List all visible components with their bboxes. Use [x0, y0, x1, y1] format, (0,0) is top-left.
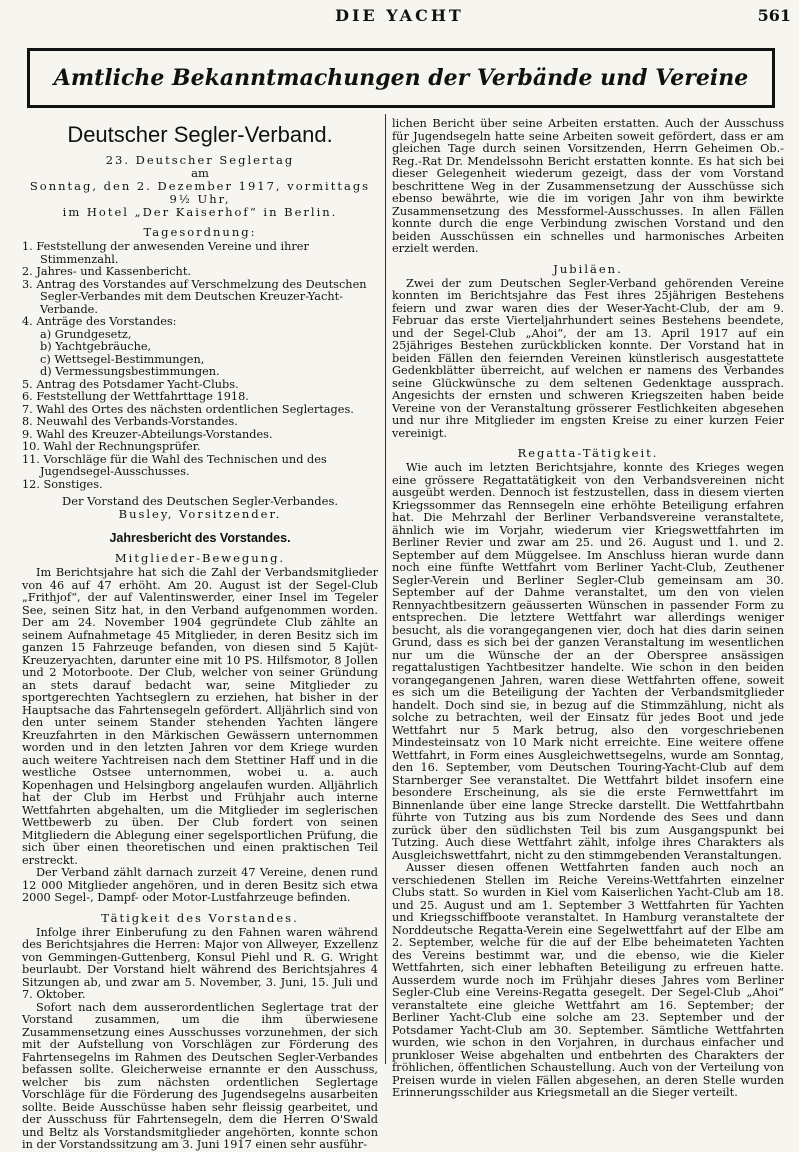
jubilee-heading: Jubiläen. [553, 261, 623, 276]
members-paragraph: Der Verband zählt darnach zurzeit 47 Vereine, denen rund 12 000 Mitglieder angehören, und in deren Besitz sich etwa 2000 Segel-, Dampf- oder Motor-Lustfahrzeuge befinden. [22, 866, 378, 904]
continued-paragraph: lichen Bericht über seine Arbeiten erstatten. Auch der Ausschuss für Jugendsegeln hatte seine Arbeiten soweit gefördert, dass er am gleichen Tage durch seinen Vorsitzenden, Herrn Geheimen Ob.-Reg.-Rat Dr. Mendelssohn Bericht erstatten konnte. Es hat sich bei dieser Gelegenheit wiederum gezeigt, dass der vom Vorstand beschrittene Weg in der Zusammensetzung der Ausschüsse sich ebenso bewährte, wie die im vorigen Jahr von ihm bewirkte Zusammensetzung des Messformel-Ausschusses. In allen Fällen konnte durch die enge Verbindung zwischen Vorstand und den beiden Ausschüssen ein schnelles und harmonisches Arbeiten erzielt werden. [392, 117, 784, 255]
event-am: am [191, 166, 209, 180]
agenda-heading: Tagesordnung: [143, 225, 257, 239]
banner-text: Amtliche Bekanntmachungen der Verbände und Vereine [53, 65, 749, 91]
activity-heading: Tätigkeit des Vorstandes. [101, 910, 299, 925]
agenda-item: 9. Wahl des Kreuzer-Abteilungs-Vorstandes. [22, 427, 273, 441]
agenda-item: 12. Sonstiges. [22, 477, 103, 491]
agenda-subitem: c) Wettsegel-Bestimmungen, [40, 352, 205, 366]
members-paragraph: Im Berichtsjahre hat sich die Zahl der Verbandsmitglieder von 46 auf 47 erhöht. Am 20. August ist der Segel-Club „Frithjof“, der auf Valentinswerder, einer Insel im Tegeler See, seinen Sitz hat, in den Verband aufgenommen worden. Der am 24. November 1904 gegründete Club zählte an seinem Aufnahmetage 45 Mitglieder, in deren Besitz sich im ganzen 15 Fahrzeuge befanden, von diesen sind 5 Kajüt-Kreuzeryachten, darunter eine mit 10 PS. Hilfsmotor, 8 Jollen und 2 Motorboote. Der Club, welcher von seiner Gründung an stets darauf bedacht war, seine Mitglieder zu sportgerechten Yachtseglern zu erziehen, hat bisher in der Hauptsache das Fahrtensegeln gefördert. Alljährlich sind von den unter seinem Stander stehenden Yachten längere Kreuzfahrten in den Märkischen Gewässern unternommen worden und in den letzten Jahren vor dem Kriege wurden auch weitere Yachtreisen nach dem Stettiner Haff und in die westliche Ostsee unternommen, wobei u. a. auch Kopenhagen und Helsingborg angelaufen wurden. Alljährlich hat der Club im Herbst und Frühjahr auch interne Wettfahrten abgehalten, um die Mitglieder im seglerischen Wettbewerb zu üben. Der Club fordert von seinen Mitgliedern die Ablegung einer segelsportlichen Prüfung, die sich über einen theoretischen und einen praktischen Teil erstreckt. [22, 566, 378, 867]
agenda-item: 8. Neuwahl des Verbands-Vorstandes. [22, 415, 238, 428]
event-venue: im Hotel „Der Kaiserhof“ in Berlin. [62, 205, 338, 219]
section-banner [27, 48, 775, 108]
event-name: 23. Deutscher Seglertag [105, 153, 295, 167]
agenda-item: 3. Antrag des Vorstandes auf Verschmelzung des Deutschen Segler-Verbandes mit dem Deutschen Kreuzer-Yacht-Verbande. [22, 277, 367, 316]
members-heading: Mitglieder-Bewegung. [114, 551, 286, 565]
signoff-chair: Busley, Vorsitzender. [118, 507, 282, 521]
page-number: 561 [757, 6, 791, 25]
activity-paragraph: Sofort nach dem ausserordentlichen Seglertage trat der Vorstand zusammen, um die ihm überwiesene Zusammensetzung eines Ausschusses vorzunehmen, der sich mit der Aufstellung von Vorschlägen zur Förderung des Fahrtensegelns im Rahmen des Deutschen Segler-Verbandes befassen sollte. Gleicherweise ernannte er den Ausschuss, welcher bis zum nächsten ordentlichen Seglertage Vorschläge für die Förderung des Jugendsegelns ausarbeiten sollte. Beide Ausschüsse haben sehr fleissig gearbeitet, und der Ausschuss für Fahrtensegeln, dem die Herren O'Swald und Beltz als Vorstandsmitglieder angehörten, konnte schon in der Vorstandssitzung am 3. Juni 1917 einen sehr ausführ- [22, 1000, 378, 1151]
agenda-item: 6. Feststellung der Wettfahrttage 1918. [22, 390, 249, 403]
running-header-title: DIE YACHT [335, 6, 464, 25]
agenda-item: 1. Feststellung der anwesenden Vereine und ihrer Stimmenzahl. [22, 240, 309, 266]
agenda-item: 4. Anträge des Vorstandes: [22, 315, 177, 328]
activity-paragraph: Infolge ihrer Einberufung zu den Fahnen waren während des Berichtsjahres die Herren: Major von Allweyer, Exzellenz von Gemmingen-Guttenberg, Konsul Piehl und R. G. Wright beurlaubt. Der Vorstand hielt während des Berichtsjahres 4 Sitzungen ab, und zwar am 5. November, 3. Juni, 15. Juli und 7. Oktober. [22, 925, 378, 1001]
article-title: Deutscher Segler-Verband. [67, 122, 333, 147]
jubilee-paragraph: Zwei der zum Deutschen Segler-Verband gehörenden Vereine konnten im Berichtsjahre das Fest ihres 25jährigen Bestehens feiern und zwar waren dies der Weser-Yacht-Club, der am 9. Februar das erste Vierteljahrhundert seines Bestehens beendete, und der Segel-Club „Ahoi“, der am 13. April 1917 auf ein 25jähriges Bestehen zurückblicken konnte. Der Vorstand hat in beiden Fällen den feiernden Vereinen künstlerisch ausgestattete Gedenkblätter überreicht, auf welchen er namens des Verbandes seine Glückwünsche zu dem seltenen Gedenktage aussprach. Angesichts der ernsten und schweren Kriegszeiten haben beide Vereine von der Veranstaltung grösserer Festlichkeiten abgesehen und nur ihre Mitglieder im engsten Kreise zu einer kurzen Feier vereinigt. [392, 276, 784, 440]
agenda-subitem: d) Vermessungsbestimmungen. [40, 365, 220, 378]
agenda-item: 5. Antrag des Potsdamer Yacht-Clubs. [22, 377, 239, 391]
left-column [22, 118, 378, 1152]
agenda-item: 11. Vorschläge für die Wahl des Technischen und des Jugendsegel-Ausschusses. [22, 452, 327, 478]
regatta-paragraph: Wie auch im letzten Berichtsjahre, konnte des Krieges wegen eine grössere Regattatätigkeit von den Verbandsvereinen nicht ausgeübt werden. Dennoch ist festzustellen, dass in diesem vierten Kriegssommer das Rennsegeln eine erhöhte Beteiligung erfahren hat. Die Mehrzahl der Berliner Verbandsvereine veranstaltete, ähnlich wie im Vorjahr, wiederum vier Kriegswettfahrten im Berliner Revier und zwar am 25. und 26. August und 1. und 2. September auf dem Müggelsee. Im Anschluss hieran wurde dann noch eine fünfte Wettfahrt vom Berliner Yacht-Club, Zeuthener Segler-Verein und Berliner Segler-Club gemeinsam am 30. September auf der Dahme veranstaltet, um den von vielen Rennyachtbesitzern geäusserten Wünschen in passender Form zu entsprechen. Die letztere Wettfahrt war allerdings weniger besucht, als die vorangegangenen vier, doch hat dies darin seinen Grund, dass es sich bei der ganzen Veranstaltung im wesentlichen nur um die Wünsche der an der Oberspree ansässigen regattalustigen Yachtbesitzer handelte. Wie schon in den beiden vorangegangenen Jahren, waren diese Wettfahrten offene, soweit es sich um die Beteiligung der Yachten der Verbandsmitglieder handelt. Doch sind sie, in bezug auf die Stimmzählung, nicht als solche zu betrachten, weil der Einsatz für jedes Boot und jede Wettfahrt nur 5 Mark betrug, also den vorgeschriebenen Mindesteinsatz von 10 Mark nicht erreichte. Eine weitere offene Wettfahrt, in Form eines Ausgleichwettsegelns, wurde am Sonntag, den 16. September, vom Deutschen Touring-Yacht-Club auf dem Starnberger See veranstaltet. Die Wettfahrt bildet insofern eine besondere Erscheinung, als sie die erste Fernwettfahrt im Binnenlande über eine lange Strecke darstellt. Die Wettfahrtbahn führte von Tutzing aus bis zum Nordende des Sees und dann zurück über den südlichsten Teil bis zum Ausgangspunkt bei Tutzing. Auch diese Wettfahrt zählt, infolge ihres Charakters als Ausgleichswettfahrt, nicht zu den stimmgebenden Veranstaltungen. [392, 461, 784, 862]
regatta-paragraph: Ausser diesen offenen Wettfahrten fanden auch noch an verschiedenen Stellen im Reiche Vereins-Wettfahrten einzelner Clubs statt. So wurden in Kiel vom Kaiserlichen Yacht-Club am 18. und 25. August und am 1. September 3 Wettfahrten für Yachten und Kriegsschiffboote veranstaltet. In Hamburg veranstaltete der Norddeutsche Regatta-Verein eine Segelwettfahrt auf der Elbe am 2. September, welche für die auf der Elbe beheimateten Yachten des Vereins bestimmt war, und die ebenso, wie die Kieler Wettfahrten, sich einer lebhaften Beteiligung zu erfreuen hatte. Ausserdem wurde noch im Frühjahr dieses Jahres vom Berliner Segler-Club eine Vereins-Regatta gesegelt. Der Segel-Club „Ahoi“ veranstaltete eine gleiche Wettfahrt am 16. September; der Berliner Yacht-Club eine solche am 23. September und der Potsdamer Yacht-Club am 30. September. Sämtliche Wettfahrten wurden, wie schon in den Vorjahren, in durchaus einfacher und prunkloser Weise abgehalten und entbehrten des Charakters der fröhlichen, öffentlichen Schaustellung. Auch von der Verteilung von Preisen wurde in vielen Fällen abgesehen, an deren Stelle wurden Erinnerungsschilder aus Kriegsmetall an die Sieger verteilt. [392, 861, 784, 1099]
event-date: Sonntag, den 2. Dezember 1917, vormittags 9½ Uhr, [29, 179, 371, 206]
signoff-board: Der Vorstand des Deutschen Segler-Verbandes. [61, 494, 339, 508]
agenda-item: 2. Jahres- und Kassenbericht. [22, 265, 191, 278]
agenda-subitem: b) Yachtgebräuche, [40, 340, 152, 353]
regatta-heading: Regatta-Tätigkeit. [517, 446, 659, 460]
agenda-item: 7. Wahl des Ortes des nächsten ordentlichen Seglertages. [22, 402, 354, 416]
right-column [392, 118, 784, 1100]
agenda-list [22, 241, 378, 491]
agenda-item: 10. Wahl der Rechnungsprüfer. [22, 440, 201, 453]
column-divider [385, 114, 386, 1064]
agenda-subitem: a) Grundgesetz, [40, 327, 132, 341]
report-heading: Jahresbericht des Vorstandes. [109, 531, 291, 545]
